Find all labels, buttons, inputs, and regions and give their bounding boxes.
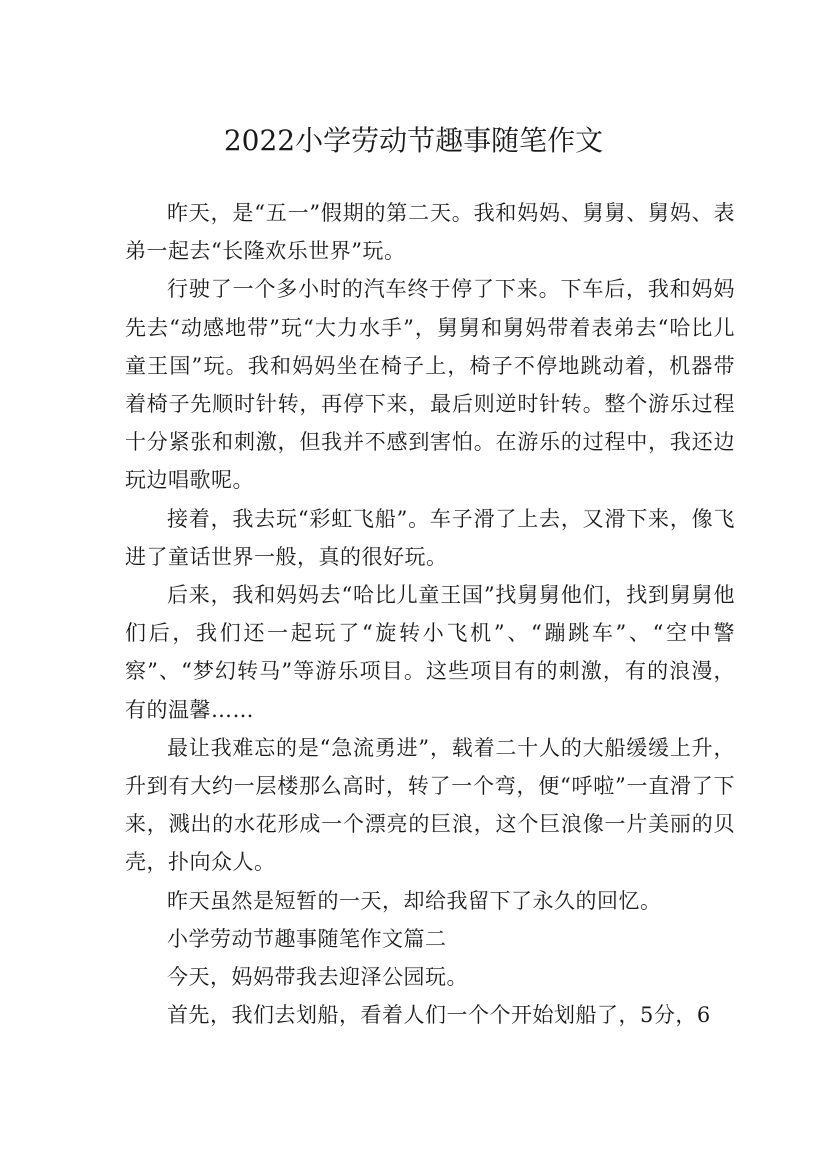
document-title: 2022小学劳动节趣事随笔作文 [223, 123, 604, 157]
paragraph: 今天，妈妈带我去迎泽公园玩。 [167, 965, 468, 990]
paragraph: 昨天虽然是短暂的一天，却给我留下了永久的回忆。 [167, 888, 662, 913]
paragraph: 行驶了一个多小时的汽车终于停了下来。下车后，我和妈妈先去“动感地带”玩“大力水手”，舅舅和舅妈带着表弟去“哈比儿童王国”玩。我和妈妈坐在椅子上，椅子不停地跳动着，机器带着椅子先顺时针转，再停下来，最后则逆时针转。整个游乐过程十分紧张和刺激，但我并不感到害怕。在游乐的过程中，我还边玩边唱歌呢。 [125, 277, 735, 493]
paragraph: 首先，我们去划船，看着人们一个个开始划船了，5分，6 [167, 1003, 711, 1028]
paragraph: 接着，我去玩“彩虹飞船”。车子滑了上去，又滑下来，像飞进了童话世界一般，真的很好玩。 [125, 506, 735, 569]
document-body [125, 194, 735, 1034]
paragraph: 后来，我和妈妈去“哈比儿童王国”找舅舅他们，找到舅舅他们后，我们还一起玩了“旋转小飞机”、“蹦跳车”、“空中警察”、“梦幻转马”等游乐项目。这些项目有的刺激，有的浪漫，有的温馨…… [125, 583, 735, 722]
paragraph: 昨天，是“五一”假期的第二天。我和妈妈、舅舅、舅妈、表弟一起去“长隆欢乐世界”玩。 [125, 201, 735, 264]
paragraph: 最让我难忘的是“急流勇进”，载着二十人的大船缓缓上升，升到有大约一层楼那么高时，转了一个弯，便“呼啦”一直滑了下来，溅出的水花形成一个漂亮的巨浪，这个巨浪像一片美丽的贝壳，扑向众人。 [125, 735, 735, 875]
section-heading: 小学劳动节趣事随笔作文篇二 [167, 926, 447, 951]
